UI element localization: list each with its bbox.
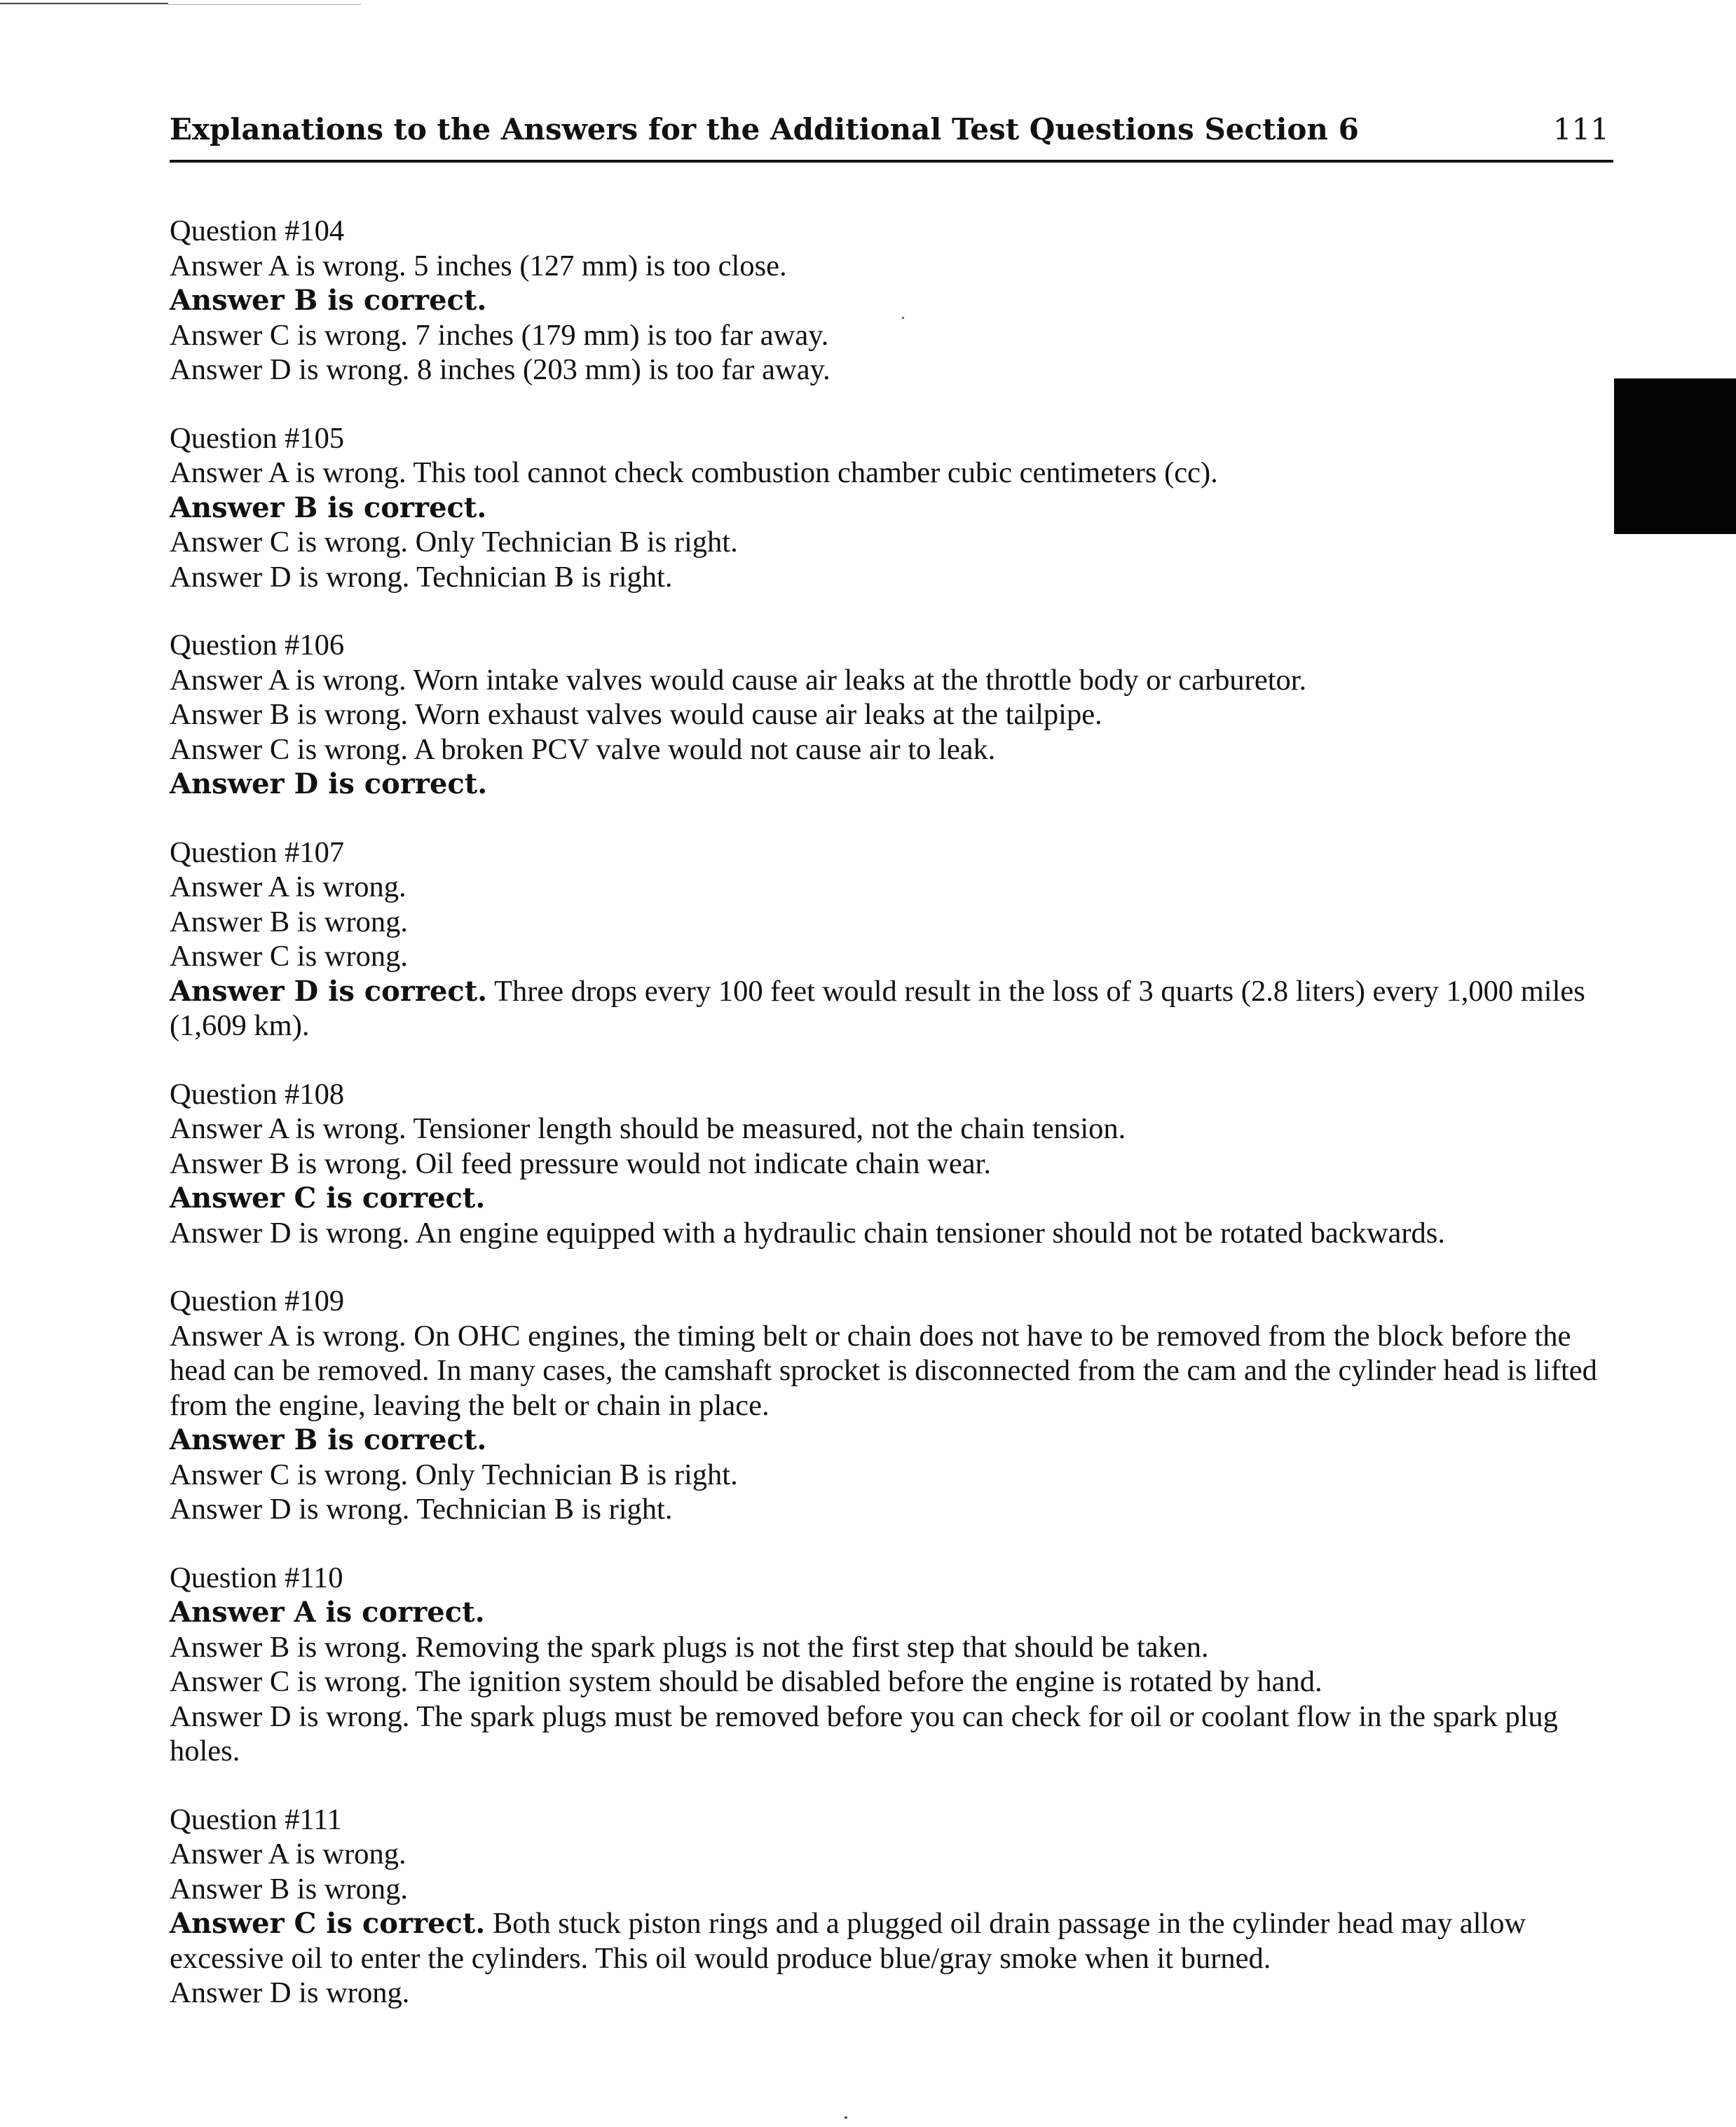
answer-line (170, 905, 1620, 940)
answer-line (170, 1147, 1620, 1182)
answer-line (170, 283, 1620, 318)
correct-answer-label: Answer A is correct. (170, 1596, 485, 1629)
answer-line (170, 1664, 1620, 1699)
answer-text: Answer D is wrong. Technician B is right. (170, 560, 673, 594)
question-block (170, 1803, 1620, 2011)
page-title: Explanations to the Answers for the Additional Test Questions Section 6 (170, 112, 1359, 146)
question-title: Question #104 (170, 214, 345, 247)
answer-line (170, 697, 1620, 732)
question-block (170, 628, 1620, 802)
answer-text: Answer D is wrong. An engine equipped with a hydraulic chain tensioner should not be rotated backwards. (170, 1216, 1445, 1250)
question-block (170, 835, 1620, 1044)
answer-text: Answer A is wrong. Tensioner length should be measured, not the chain tension. (170, 1112, 1126, 1145)
answer-text: Answer A is wrong. Worn intake valves would cause air leaks at the throttle body or carburetor. (170, 663, 1307, 697)
scan-edge-line-faint (168, 4, 361, 5)
question-block (170, 1561, 1620, 1769)
answer-line (170, 318, 1620, 353)
page-header (170, 105, 1613, 163)
answer-line (170, 732, 1620, 767)
answer-text: Answer B is wrong. (170, 1872, 408, 1906)
correct-answer-label: Answer B is correct. (170, 284, 487, 317)
page-number: 111 (1552, 112, 1609, 146)
answer-line (170, 1319, 1620, 1423)
answer-text: Answer C is wrong. 7 inches (179 mm) is too far away. (170, 318, 829, 352)
answer-line (170, 1837, 1620, 1872)
answer-text: Answer C is wrong. A broken PCV valve would not cause air to leak. (170, 732, 996, 766)
question-title: Question #111 (170, 1803, 342, 1836)
correct-answer-label: Answer D is correct. (170, 767, 488, 800)
answer-text: Answer B is wrong. (170, 905, 408, 938)
answer-text: Answer B is wrong. Removing the spark plugs is not the first step that should be taken. (170, 1630, 1209, 1664)
question-title: Question #107 (170, 835, 345, 869)
question-block (170, 1077, 1620, 1251)
question-block (170, 421, 1620, 595)
answer-line (170, 663, 1620, 698)
correct-answer-label: Answer C is correct. (170, 1907, 486, 1940)
answer-line (170, 1976, 1620, 2011)
answer-line (170, 1872, 1620, 1907)
answer-text: Answer B is wrong. Oil feed pressure would not indicate chain wear. (170, 1147, 991, 1180)
answer-text: Answer A is wrong. (170, 1838, 406, 1870)
answer-line (170, 491, 1620, 526)
correct-answer-label: Answer B is correct. (170, 491, 487, 524)
answer-line (170, 1216, 1620, 1251)
scan-speck (845, 2116, 847, 2119)
question-block (170, 214, 1620, 388)
answer-line (170, 1906, 1620, 1976)
answer-line (170, 767, 1620, 802)
answer-line (170, 1112, 1620, 1147)
question-title: Question #110 (170, 1561, 343, 1594)
answers-content (170, 214, 1620, 2044)
answer-text: Answer B is wrong. Worn exhaust valves would cause air leaks at the tailpipe. (170, 698, 1102, 731)
answer-text: Answer C is wrong. (170, 940, 408, 973)
question-title: Question #105 (170, 421, 345, 455)
answer-line (170, 1630, 1620, 1665)
answer-text: Answer D is wrong. 8 inches (203 mm) is too far away. (170, 353, 831, 386)
correct-answer-label: Answer D is correct. (170, 974, 488, 1008)
answer-text: Answer D is wrong. The spark plugs must be removed before you can check for oil or coolant flow in the spark plug holes. (170, 1699, 1566, 1767)
answer-line (170, 353, 1620, 388)
correct-answer-label: Answer C is correct. (170, 1182, 486, 1215)
answer-text: Answer A is wrong. On OHC engines, the timing belt or chain does not have to be removed from the block before the head can be removed. In many cases, the camshaft sprocket is disconnected from the cam and the cylinder head is lifted from the engine, leaving the belt or chain in place. (170, 1319, 1605, 1422)
scan-edge-line (0, 3, 168, 4)
answer-line (170, 1423, 1620, 1458)
answer-line (170, 1595, 1620, 1630)
answer-text: Three drops every 100 feet would result in the loss of 3 quarts (2.8 liters) every 1,000 miles (1,609 km). (170, 974, 1593, 1042)
answer-line (170, 1699, 1620, 1769)
answer-text: Answer C is wrong. The ignition system should be disabled before the engine is rotated by hand. (170, 1665, 1322, 1698)
answer-line (170, 1458, 1620, 1493)
answer-line (170, 560, 1620, 595)
answer-text: Answer C is wrong. Only Technician B is right. (170, 1458, 738, 1491)
answer-text: Both stuck piston rings and a plugged oil drain passage in the cylinder head may allow excessive oil to enter the cylinders. This oil would produce blue/gray smoke when it burned. (170, 1907, 1533, 1975)
answer-text: Answer D is wrong. Technician B is right. (170, 1493, 673, 1526)
section-tab-marker (1614, 378, 1736, 534)
answer-text: Answer D is wrong. (170, 1976, 410, 2009)
correct-answer-label: Answer B is correct. (170, 1423, 487, 1456)
answer-line (170, 939, 1620, 974)
question-title: Question #106 (170, 629, 345, 662)
answer-text: Answer C is wrong. Only Technician B is right. (170, 526, 738, 559)
question-title: Question #109 (170, 1285, 345, 1318)
answer-line (170, 870, 1620, 905)
question-block (170, 1284, 1620, 1527)
answer-line (170, 456, 1620, 491)
answer-text: Answer A is wrong. 5 inches (127 mm) is too close. (170, 249, 787, 282)
answer-line (170, 1181, 1620, 1216)
question-title: Question #108 (170, 1077, 345, 1111)
answer-text: Answer A is wrong. (170, 870, 406, 903)
answer-line (170, 249, 1620, 284)
answer-line (170, 525, 1620, 560)
answer-text: Answer A is wrong. This tool cannot check combustion chamber cubic centimeters (cc). (170, 456, 1218, 489)
answer-line (170, 974, 1620, 1044)
answer-line (170, 1492, 1620, 1527)
